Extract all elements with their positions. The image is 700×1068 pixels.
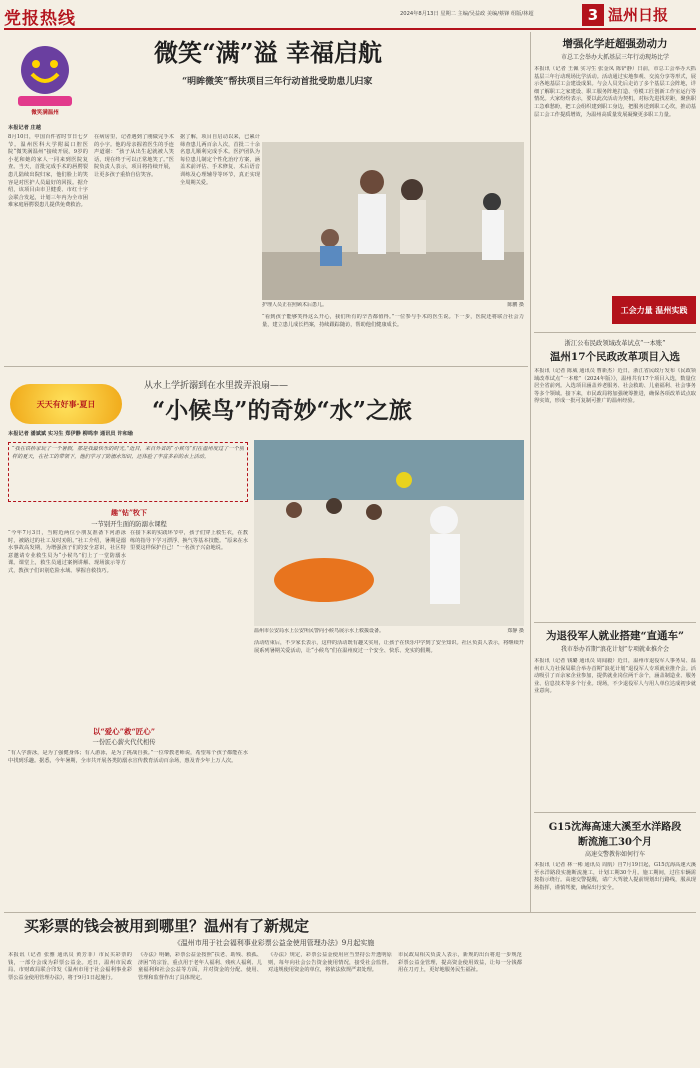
bottom-story-body-2: 《办法》明确，彩票公益金按照“扶老、助残、救孤、济困”的宗旨，重点用于老年人福利、残疾人福利、儿童福利和社会公益等方面，并对资金的分配、使用、管理和监督作出了具体规定。 — [138, 952, 262, 981]
smile-logo — [10, 38, 80, 108]
feature-photo — [254, 440, 524, 626]
logo-caption: 微笑满温州 — [31, 110, 59, 116]
feature-kicker: 从水上学折溺到在水里拨弄浪扇—— — [144, 381, 289, 390]
right-story-4-body: 本报讯（记者 林一彬 通讯员 周航）自7月19日起，G15沈海高速大溪至水洋路段实施断流施工，计划工期30个月。施工期间，过往车辆需按指示绕行。高速交警提醒，请广大驾驶人提前规划出行路线，服从现场指挥，谨慎驾驶，确保出行安全。 — [534, 862, 696, 891]
right-story-2 — [534, 336, 696, 520]
right-divider-1 — [534, 332, 696, 333]
union-badge: 工会力量 温州实践 — [612, 296, 696, 324]
right-story-2-intro: 浙江公布民政领域改革试点“一本账” — [564, 340, 666, 347]
top-story-body-2: 在病房里，记者遇到了刚做完手术的小宇。他的母亲握着医生的手连声道谢：“孩子从出生起就被人笑话，现在终于可以正常地笑了。”医院负责人表示，项目将持续开展，让更多孩子重拾自信笑容。 — [94, 134, 174, 178]
feature-subhead-2: 一节别开生面的防溺水课程 — [91, 521, 167, 528]
feature-title: “小候鸟”的奇妙“水”之旅 — [152, 397, 412, 424]
feature-lead: “我在铁桥家玩了一个暑假，那是我最快乐的时光。”近日，来自外省的“小候鸟”们在温州度过了一个别样的夏天，在社工的带领下，他们学习了防溺水知识，还体验了丰富多彩的水上活动。 — [12, 446, 244, 460]
feature-lead-box — [8, 442, 248, 502]
water-rescue-photo-icon — [254, 440, 524, 626]
right-story-1 — [534, 34, 696, 330]
top-story-title: 微笑“满”溢 幸福启航 — [154, 38, 382, 67]
feature-subhead-3: 以“爱心”救“匠心” — [92, 727, 156, 736]
top-story-body-1: 8月10日，中国百件省时节日七夕节。温州医科大学附属口腔医院“微笑满温州”接续开展。9岁的小花和她的家人一同来到医院复查。当天，首批完成手术的唇腭裂患儿陆续出院归家，他们脸上的笑容是对医护人员最好的回报。据介绍，该项目由市卫健委、市红十字会联合发起，计划三年内为全市困难家庭唇腭裂患儿提供免费救治。 — [8, 134, 88, 209]
top-story-photo — [262, 142, 524, 300]
bottom-story — [4, 914, 528, 1066]
feature-body-2: 在接下来的实践环节中，孩子们穿上救生衣，在教练的指导下学习漂浮、换气等基本技能。“原来在水里要这样保护自己！”一名孩子兴奋地说。 — [130, 530, 248, 552]
right-column-divider — [530, 32, 531, 912]
feature-body-4: “有人学游泳，是为了强健身体；有人游泳，是为了挑战自我。”一位带教老师说，希望每个孩子都能在水中找到乐趣。据悉，今年暑期，全市共开展各类防溺水宣传教育活动百余场，惠及青少年上万人次。 — [8, 750, 248, 764]
header-rule — [4, 28, 696, 30]
right-story-4-title: G15沈海高速大溪至水洋路段 — [548, 822, 682, 832]
top-story-byline: 本报记者 庄越 — [8, 125, 41, 131]
right-story-3-subtitle: 我市举办首期“浪花计划”专项就业推介会 — [560, 646, 670, 653]
right-story-1-body: 本报讯（记者 王佩 实习生 张金凤 陈铲静）日前，市总工会举办大抓基层三年行动现场比学活动。活动通过实地参观、交流分享等形式，展示各地基层工会建设成果。与会人员先后走访了多个基层工会阵地，详细了解职工之家建设、职工服务阵地打造、劳模工匠创新工作室运行等情况。大家纷纷表示，要以此次活动为契机，对标先进找差距，聚焦职工急难愁盼，把工会组织建到职工身边，把服务送到职工心坎，推动基层工会工作提质增效，为温州高质量发展凝聚更多职工力量。 — [534, 66, 696, 118]
right-story-1-subtitle: 市总工会举办大抓基层三年行动现场比学 — [560, 54, 669, 61]
smile-logo-icon — [10, 38, 80, 108]
right-story-3-body: 本报讯（记者 钱璐 通讯员 周闻毅）近日，温州市退役军人事务局、温州市人力社保局联合举办首期“浪花计划”退役军人专项就业推介会。活动吸引了百余家企业参加，提供就业岗位两千余个，涵盖制造业、服务业、信息技术等多个行业。现场，不少退役军人与用人单位达成初步就业意向。 — [534, 658, 696, 695]
right-story-4-subtitle: 高速交警教你如何行车 — [584, 851, 645, 858]
feature-divider — [4, 912, 696, 913]
right-story-3-title: 为退役军人就业搭建“直通车” — [545, 630, 685, 642]
feature-byline: 本报记者 潘斌斌 实习生 郑伊静 柳鸣李 通讯员 许和瑜 — [8, 431, 133, 437]
right-story-4-title-2: 断流施工30个月 — [578, 837, 652, 847]
right-story-3 — [534, 626, 696, 812]
right-divider-2 — [534, 622, 696, 623]
top-story — [4, 32, 528, 366]
section-title: 党报热线 — [4, 9, 76, 26]
bottom-story-body-4: 市民政局相关负责人表示，新规的出台将进一步规范彩票公益金管理，提高资金使用效益，让每一分钱都用在刀刃上，更好地服务民生福祉。 — [398, 952, 522, 974]
bottom-story-title: 买彩票的钱会被用到哪里？温州有了新规定 — [24, 917, 310, 935]
top-story-photo-credit: 陈鹏 摄 — [507, 302, 524, 308]
top-story-body-4: “看到孩子能够笑得这么开心，我们所有的辛苦都值得。”一位参与手术的医生说。下一步，医院还将联合社会力量，建立患儿成长档案，持续跟踪随访，帮助他们健康成长。 — [262, 314, 524, 328]
bottom-story-body-3: 《办法》规定，彩票公益金使用应当坚持公开透明原则，每年向社会公告资金使用情况，接受社会监督。对违规使用资金的单位，将依法依规严肃处理。 — [268, 952, 392, 974]
feature-story — [4, 370, 528, 912]
date-line: 2024年8月13日 星期二 主编/吴益政 美编/蔡锋 组版/林超 — [400, 11, 534, 17]
top-story-subtitle: “明眸微笑”帮扶项目三年行动首批受助患儿归家 — [182, 77, 373, 86]
ward-photo-icon — [262, 142, 524, 300]
feature-tag: 天天有好事·夏日 — [10, 384, 122, 424]
feature-body-3: 活动结束后，不少家长表示，这样的活动既有趣又实用，让孩子在快乐中学到了安全知识。社区负责人表示，将继续开展系列暑期关爱活动，让“小候鸟”们在温州度过一个安全、快乐、充实的假期。 — [254, 640, 524, 654]
top-story-body-3: 据了解，项目自启动以来，已累计筛查患儿两百余人次，首批二十余名患儿顺利完成手术。医护团队为每位患儿制定个性化治疗方案，涵盖术前评估、手术修复、术后语音训练及心理辅导等环节，真正实现全周期关爱。 — [180, 134, 260, 186]
page-number-badge: 3 — [582, 4, 604, 26]
right-story-2-title: 温州17个民政改革项目入选 — [549, 351, 681, 363]
page-header — [0, 0, 700, 30]
top-story-divider — [4, 366, 528, 367]
right-story-4 — [534, 816, 696, 1064]
feature-photo-credit: 郑静 摄 — [507, 628, 524, 634]
right-story-1-title: 增强化学赶超强劲动力 — [562, 38, 668, 50]
top-story-photo-caption: 护理人员正在照顾术后患儿。 — [262, 302, 328, 308]
feature-subhead-4: 一份匠心薪火代代相传 — [92, 739, 156, 746]
bottom-story-body-1: 本报讯（记者 张雅 通讯员 黄芳菲）市民买彩票的钱，一部分会成为彩票公益金。近日，温州市民政局、市财政局联合印发《温州市用于社会福利事业彩票公益金使用管理办法》，将于9月1日起施行。 — [8, 952, 132, 981]
feature-body-1: “今年7月3日，当附近两位小朋友准备下河游泳时，被路过的社工及时劝阻。”社工介绍，暑期是溺水事故高发期，为增强孩子们的安全意识，社区特意邀请专业救生员为“小候鸟”们上了一堂防溺水课。课堂上，救生员通过案例讲解、现场演示等方式，教孩子们识别危险水域、掌握自救技巧。 — [8, 530, 126, 574]
masthead: 温州日报 — [608, 6, 669, 24]
right-story-2-body: 本报讯（记者 陈威 通讯员 曹新杰）近日，浙江省民政厅发布《民政领域改革试点“一本账”（2024年版）》，温州共有17个项目入选，数量位居全省前列。入选项目涵盖养老服务、社会救助、儿童福利、社会事务等多个领域。接下来，市民政局将加强统筹推进，确保各项改革试点取得实效，形成一批可复制可推广的温州经验。 — [534, 368, 696, 405]
bottom-story-subtitle: 《温州市用于社会福利事业彩票公益金使用管理办法》9月起实施 — [173, 939, 375, 947]
feature-subhead-1: 趣“钻”牧下 — [110, 508, 148, 517]
right-divider-3 — [534, 812, 696, 813]
feature-photo-caption: 温州市公安局水上公安所民警向小候鸟展示水上救援设备。 — [254, 628, 385, 634]
